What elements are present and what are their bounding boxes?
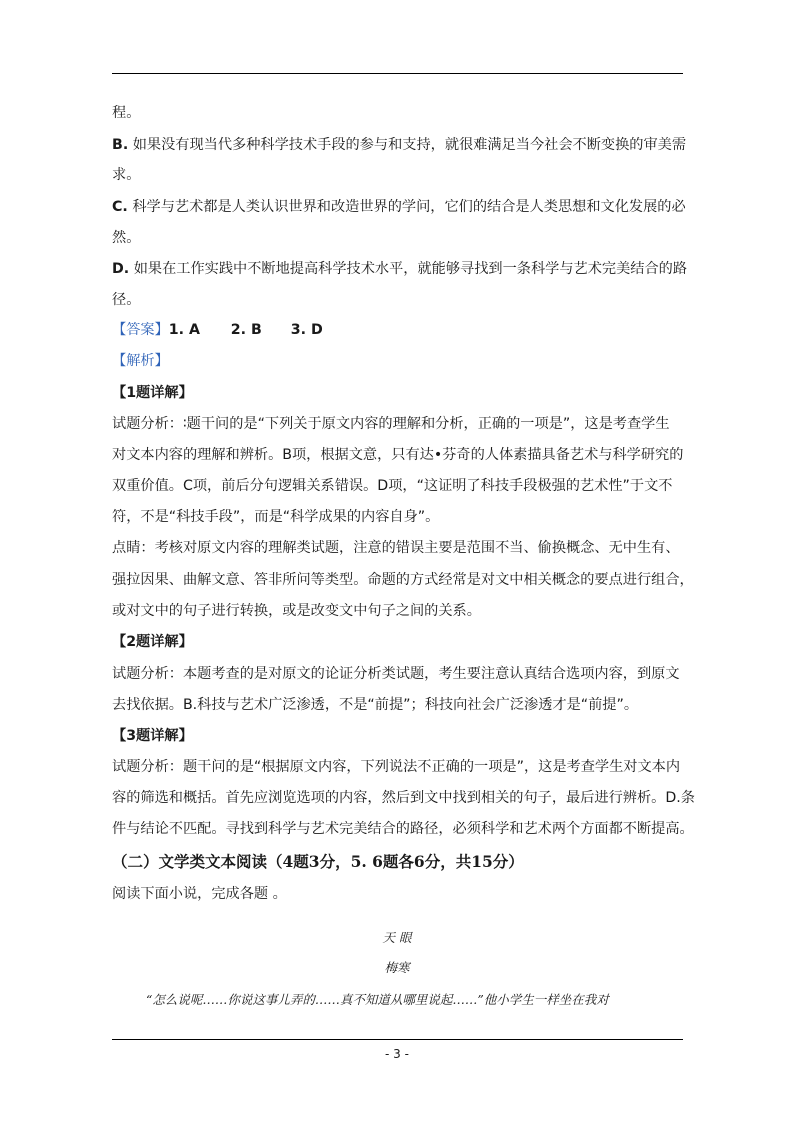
- analysis-tag: 【解析】: [112, 353, 169, 369]
- q1-tip-line: 强拉因果、曲解文意、答非所问等类型。命题的方式经常是对文中相关概念的要点进行组合，: [112, 572, 694, 588]
- footer-rule: [112, 1039, 683, 1040]
- answer-tag: 【答案】: [112, 322, 169, 338]
- option-d: D. 如果在工作实践中不断地提高科学技术水平，就能够寻找到一条科学与艺术完美结合的路: [112, 261, 688, 277]
- q2-line: 试题分析：本题考查的是对原文的论证分析类试题，考生要注意认真结合选项内容，到原文: [112, 666, 680, 682]
- q3-line: 件与结论不匹配。寻找到科学与艺术完美结合的路径，必须科学和艺术两个方面都不断提高。: [112, 821, 694, 837]
- q3-line: 容的筛选和概括。首先应浏览选项的内容，然后到文中找到相关的句子，最后进行辨析。D.条: [112, 790, 695, 806]
- q3-line: 试题分析：题干问的是“根据原文内容，下列说法不正确的一项是”，这是考查学生对文本内: [112, 759, 681, 775]
- q1-title: 【1题详解】: [112, 385, 193, 401]
- story-first-line: “怎么说呢……你说这事儿弄的……真不知道从哪里说起……”他小学生一样坐在我对: [146, 992, 609, 1007]
- q3-title: 【3题详解】: [112, 728, 193, 744]
- instruction: 阅读下面小说，完成各题 。: [112, 886, 287, 902]
- story-title: 天 眼: [382, 930, 412, 945]
- page-number: - 3 -: [385, 1047, 409, 1061]
- text-line: 求。: [112, 167, 141, 183]
- text-line: 然。: [112, 230, 141, 246]
- header-rule: [112, 73, 683, 74]
- answer-line: 【答案】1. A 2. B 3. D: [112, 322, 323, 338]
- section-heading: （二）文学类文本阅读（4题3分，5. 6题各6分，共15分）: [112, 852, 524, 871]
- q1-tip-line: 点睛：考核对原文内容的理解类试题，注意的错误主要是范围不当、偷换概念、无中生有、: [112, 540, 680, 556]
- text-line: 径。: [112, 292, 141, 308]
- text-line: 程。: [112, 105, 141, 121]
- q2-title: 【2题详解】: [112, 634, 193, 650]
- q1-line: 符，不是“科技手段”，而是“科学成果的内容自身”。: [112, 509, 440, 525]
- q1-line: 试题分析：∶题干问的是“下列关于原文内容的理解和分析，正确的一项是”，这是考查学生: [112, 416, 670, 432]
- story-author: 梅寒: [384, 960, 410, 975]
- q1-line: 对文本内容的理解和辨析。B项，根据文意，只有达•芬奇的人体素描具备艺术与科学研究的: [112, 447, 684, 463]
- q1-line: 双重价值。C项，前后分句逻辑关系错误。D项，“这证明了科技手段极强的艺术性”于文不: [112, 478, 673, 494]
- option-c: C. 科学与艺术都是人类认识世界和改造世界的学问，它们的结合是人类思想和文化发展的必: [112, 199, 686, 215]
- q2-line: 去找依据。B.科技与艺术广泛渗透，不是“前提”；科技向社会广泛渗透才是“前提”。: [112, 697, 639, 713]
- option-b: B. 如果没有现当代多种科学技术手段的参与和支持，就很难满足当今社会不断变换的审美需: [112, 137, 687, 153]
- q1-tip-line: 或对文中的句子进行转换，或是改变文中句子之间的关系。: [112, 603, 481, 619]
